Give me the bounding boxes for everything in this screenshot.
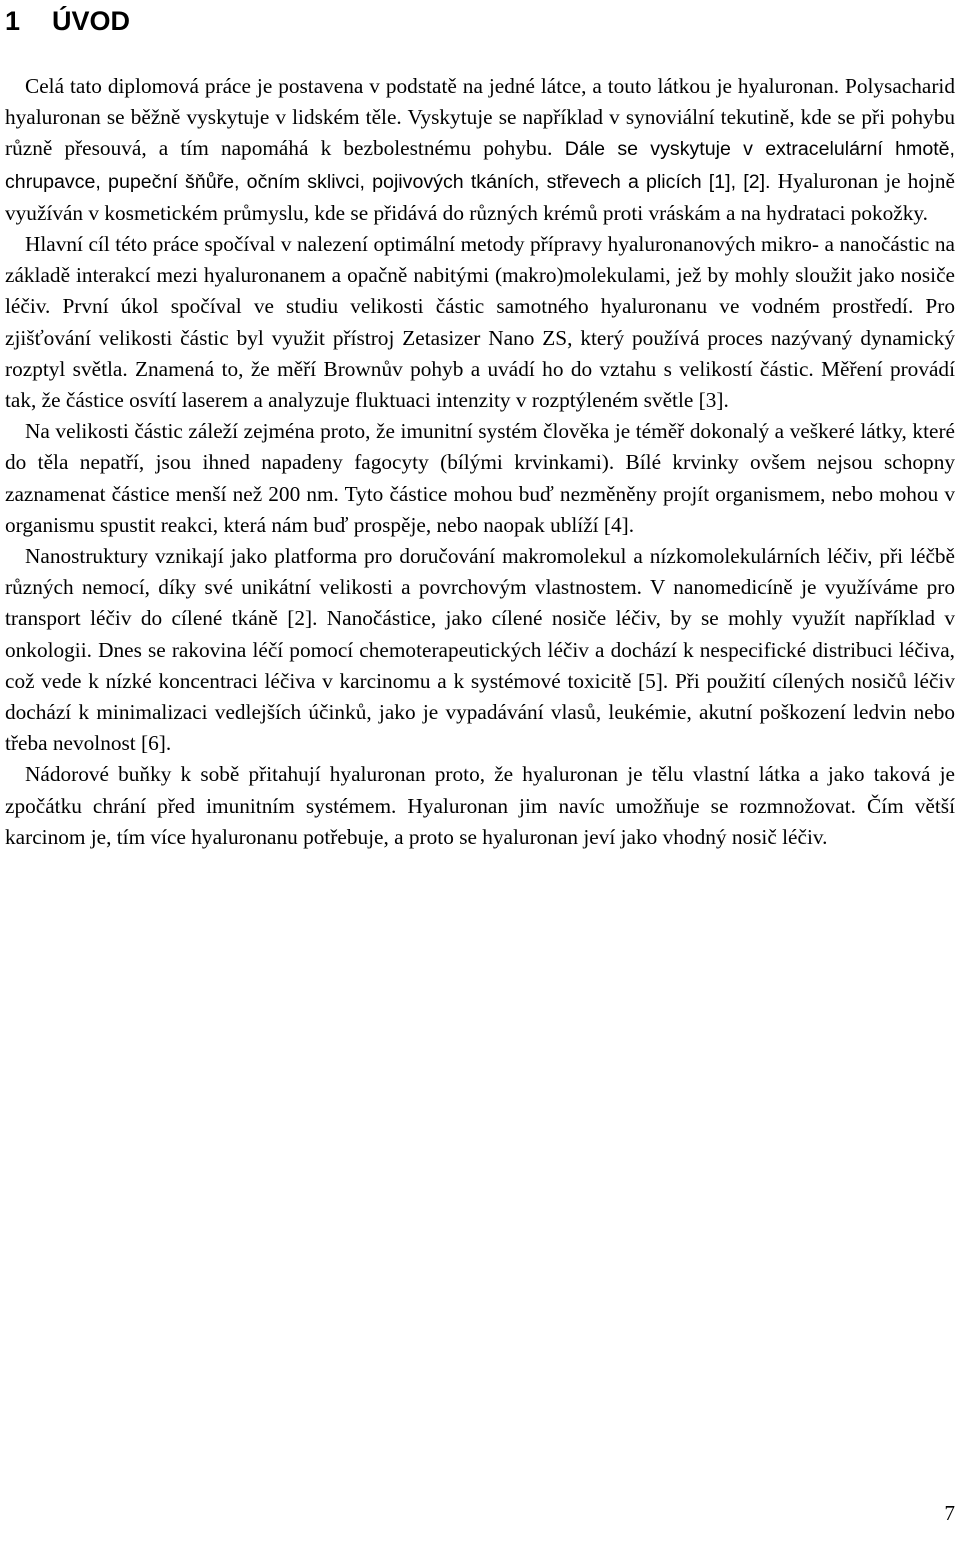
page-number: 7: [944, 1501, 955, 1525]
paragraph-text-sans: Dále se vyskytuje v extracelulární hmotě, chrupavce, pupeční šňůře, očním sklivci, pojivových tkáních, střevech a plicích [1], [2].: [5, 138, 956, 193]
chapter-title: ÚVOD: [52, 6, 131, 36]
chapter-heading: [5, 4, 130, 38]
paragraph: Na velikosti částic záleží zejména proto, že imunitní systém člověka je téměř dokonalý a veškeré látky, které do těla nepatří, jsou ihned napadeny fagocyty (bílými krvinkami). Bílé krvinky ovšem nejsou schopny zaznamenat částice menší než 200 nm. Tyto částice mohou buď nezměněny projít organismem, nebo mohou v organismu spustit reakci, která nám buď prospěje, nebo naopak ublíží [4].: [5, 419, 955, 537]
paragraph: [5, 71, 955, 229]
paragraph: Hlavní cíl této práce spočíval v nalezení optimální metody přípravy hyaluronanových mikro- a nanočástic na základě interakcí mezi hyaluronanem a opačně nabitými (makro)molekulami, jež by mohly sloužit jako nosiče léčiv. První úkol spočíval ve studiu velikosti částic samotného hyaluronanu ve vodném prostředí. Pro zjišťování velikosti částic byl využit přístroj Zetasizer Nano ZS, který používá proces nazývaný dynamický rozptyl světla. Znamená to, že měří Brownův pohyb a uvádí ho do vztahu s velikostí částic. Měření provádí tak, že částice osvítí laserem a analyzuje fluktuaci intenzity v rozptýleném světle [3].: [5, 232, 955, 413]
paragraph-text: Hyaluronan je hojně využíván v kosmetickém průmyslu, kde se přidává do různých krémů proti vráskám a na hydrataci pokožky.: [5, 168, 955, 225]
chapter-body: [5, 71, 955, 853]
chapter-number: 1: [5, 6, 21, 36]
paragraph-text: Celá tato diplomová práce je postavena v podstatě na jedné látce, a touto látkou je hyaluronan. Polysacharid hyaluronan se běžně vyskytuje v lidském těle. Vyskytuje se například v synoviální tekutině, kde se při pohybu různě přesouvá, a tím napomáhá k bezbolestnému pohybu.: [5, 74, 955, 161]
paragraph: Nádorové buňky k sobě přitahují hyaluronan proto, že hyaluronan je tělu vlastní látka a jako taková je zpočátku chrání před imunitním systémem. Hyaluronan jim navíc umožňuje se rozmnožovat. Čím větší karcinom je, tím více hyaluronanu potřebuje, a proto se hyaluronan jeví jako vhodný nosič léčiv.: [5, 762, 955, 849]
paragraph: Nanostruktury vznikají jako platforma pro doručování makromolekul a nízkomolekulárních léčiv, při léčbě různých nemocí, díky své unikátní velikosti a povrchovým vlastnostem. V nanomedicíně je využíváme pro transport léčiv do cílené tkáně [2]. Nanočástice, jako cílené nosiče léčiv, by se mohly využít například v onkologii. Dnes se rakovina léčí pomocí chemoterapeutických léčiv a dochází k nespecifické distribuci léčiva, což vede k nízké koncentraci léčiva v karcinomu a k systémové toxicitě [5]. Při použití cílených nosičů léčiv dochází k minimalizaci vedlejších účinků, jako je vypadávání vlasů, leukémie, akutní poškození ledvin nebo třeba nevolnost [6].: [5, 544, 955, 756]
